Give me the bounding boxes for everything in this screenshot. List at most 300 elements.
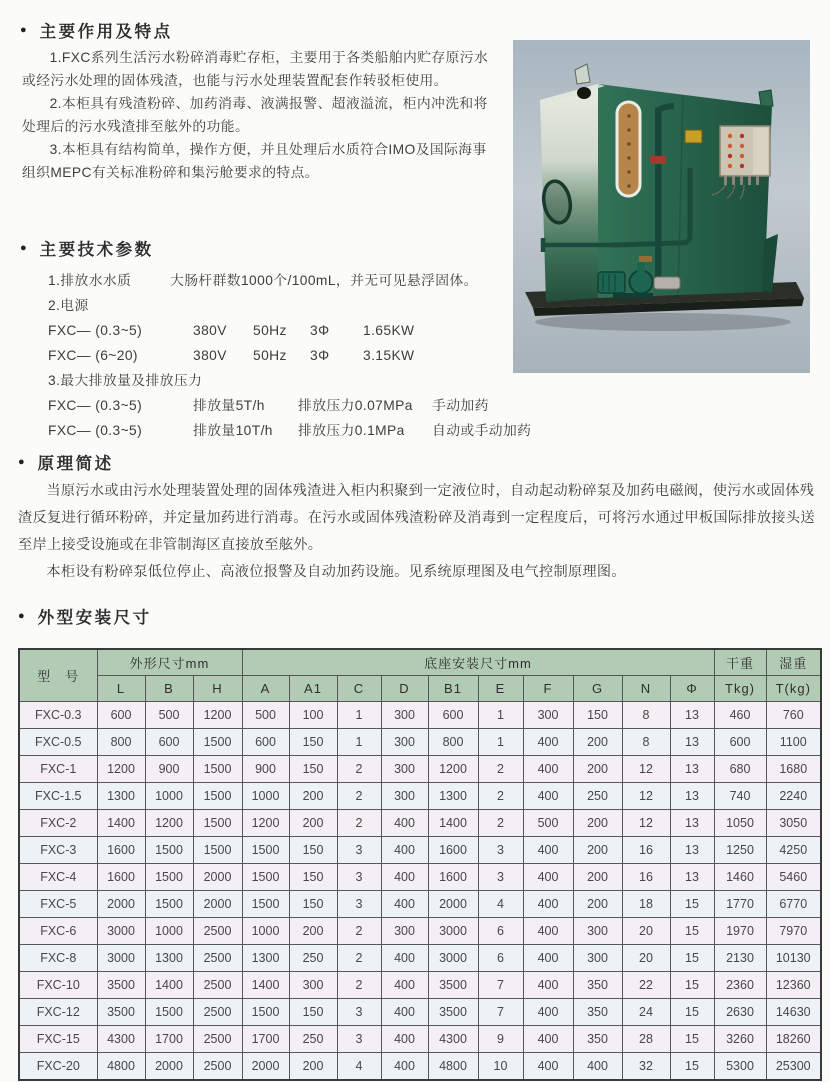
- subheader-cell: Φ: [670, 676, 714, 702]
- spec-frequency: 50Hz: [253, 348, 287, 363]
- table-cell: 24: [622, 999, 670, 1026]
- table-cell: 20: [622, 918, 670, 945]
- dimension-table: [18, 648, 822, 1081]
- model-cell: FXC-3: [19, 837, 97, 864]
- table-cell: 2500: [193, 999, 242, 1026]
- table-cell: 3000: [428, 945, 478, 972]
- vent-knob: [577, 87, 591, 99]
- table-cell: 13: [670, 756, 714, 783]
- table-cell: 7: [478, 999, 523, 1026]
- model-cell: FXC-2: [19, 810, 97, 837]
- table-cell: 3: [337, 999, 381, 1026]
- table-cell: 10: [478, 1053, 523, 1081]
- feature-paragraph: 2.本柜具有残渣粉碎、加药消毒、液满报警、超液溢流，柜内冲洗和将处理后的污水残渣排至舷外的功能。: [22, 96, 488, 134]
- table-cell: 7970: [766, 918, 821, 945]
- table-cell: 13: [670, 783, 714, 810]
- table-cell: 200: [289, 810, 337, 837]
- table-cell: 1700: [242, 1026, 289, 1053]
- section-heading-principle: [18, 450, 114, 474]
- table-cell: 3: [478, 864, 523, 891]
- model-cell: FXC-12: [19, 999, 97, 1026]
- table-cell: 1200: [145, 810, 193, 837]
- table-cell: 15: [670, 1026, 714, 1053]
- table-cell: 400: [381, 972, 428, 999]
- spec-dosing: 自动或手动加药: [432, 423, 532, 438]
- table-cell: 200: [573, 756, 622, 783]
- table-cell: 400: [381, 1026, 428, 1053]
- table-cell: 400: [523, 837, 573, 864]
- table-cell: 1400: [428, 810, 478, 837]
- table-cell: 18260: [766, 1026, 821, 1053]
- table-row: [19, 945, 821, 972]
- table-cell: 4800: [428, 1053, 478, 1081]
- model-cell: FXC-15: [19, 1026, 97, 1053]
- subheader-cell: A1: [289, 676, 337, 702]
- table-row: [19, 837, 821, 864]
- table-cell: 6: [478, 918, 523, 945]
- table-cell: 740: [714, 783, 766, 810]
- table-cell: 1200: [193, 702, 242, 729]
- power-spec-row: [48, 343, 588, 368]
- table-cell: 400: [523, 972, 573, 999]
- table-row: [19, 729, 821, 756]
- model-cell: FXC-10: [19, 972, 97, 999]
- table-cell: 150: [573, 702, 622, 729]
- table-cell: 400: [381, 945, 428, 972]
- model-cell: FXC-1.5: [19, 783, 97, 810]
- table-cell: 2500: [193, 1026, 242, 1053]
- table-cell: 2000: [193, 864, 242, 891]
- section-heading-dimensions: [18, 604, 152, 628]
- table-cell: 1770: [714, 891, 766, 918]
- table-row: [19, 918, 821, 945]
- table-cell: 2: [337, 972, 381, 999]
- table-cell: 400: [523, 1026, 573, 1053]
- table-cell: 250: [289, 1026, 337, 1053]
- table-cell: 1250: [714, 837, 766, 864]
- table-cell: 500: [242, 702, 289, 729]
- table-cell: 12: [622, 810, 670, 837]
- power-supply-label: 2.电源: [48, 298, 89, 313]
- table-cell: 2: [337, 810, 381, 837]
- subheader-cell: B1: [428, 676, 478, 702]
- table-cell: 1400: [242, 972, 289, 999]
- table-cell: 9: [478, 1026, 523, 1053]
- table-cell: 400: [381, 864, 428, 891]
- table-cell: 13: [670, 729, 714, 756]
- table-cell: 1600: [428, 837, 478, 864]
- table-cell: 5300: [714, 1053, 766, 1081]
- table-row: [19, 864, 821, 891]
- table-cell: 1500: [242, 891, 289, 918]
- table-cell: 400: [381, 1053, 428, 1081]
- table-cell: 1200: [242, 810, 289, 837]
- discharge-label: 3.最大排放量及排放压力: [48, 373, 203, 388]
- table-cell: 1500: [145, 891, 193, 918]
- table-row: [19, 891, 821, 918]
- table-cell: 2130: [714, 945, 766, 972]
- table-cell: 1500: [242, 999, 289, 1026]
- table-cell: 350: [573, 972, 622, 999]
- subheader-cell: N: [622, 676, 670, 702]
- subheader-cell: H: [193, 676, 242, 702]
- table-cell: 150: [289, 756, 337, 783]
- table-cell: 400: [381, 891, 428, 918]
- table-cell: 600: [242, 729, 289, 756]
- vertical-pipe: [655, 108, 662, 286]
- spec-model: FXC— (0.3~5): [48, 323, 143, 338]
- header-outer-dims: 外形尺寸mm: [97, 649, 242, 676]
- table-cell: 2: [478, 756, 523, 783]
- table-cell: 15: [670, 1053, 714, 1081]
- table-cell: 1700: [145, 1026, 193, 1053]
- subheader-cell: E: [478, 676, 523, 702]
- table-cell: 400: [523, 999, 573, 1026]
- table-cell: 15: [670, 999, 714, 1026]
- model-cell: FXC-20: [19, 1053, 97, 1081]
- table-cell: 1300: [428, 783, 478, 810]
- table-cell: 1500: [145, 864, 193, 891]
- table-cell: 1500: [193, 756, 242, 783]
- table-cell: 300: [573, 918, 622, 945]
- table-cell: 28: [622, 1026, 670, 1053]
- table-cell: 1000: [145, 783, 193, 810]
- table-cell: 200: [573, 810, 622, 837]
- power-spec-row: [48, 318, 588, 343]
- table-cell: 1500: [193, 783, 242, 810]
- subheader-cell: B: [145, 676, 193, 702]
- spec-phase: 3Φ: [310, 323, 330, 338]
- table-cell: 3500: [428, 972, 478, 999]
- table-cell: 150: [289, 729, 337, 756]
- table-cell: 2630: [714, 999, 766, 1026]
- table-cell: 4300: [428, 1026, 478, 1053]
- power-spec-rows: [48, 318, 588, 368]
- table-cell: 1100: [766, 729, 821, 756]
- model-cell: FXC-8: [19, 945, 97, 972]
- spec-voltage: 380V: [193, 323, 227, 338]
- table-cell: 150: [289, 999, 337, 1026]
- tech-parameter-list: [48, 268, 588, 443]
- table-cell: 1460: [714, 864, 766, 891]
- table-cell: 1: [337, 702, 381, 729]
- table-cell: 800: [97, 729, 145, 756]
- table-cell: 1200: [97, 756, 145, 783]
- table-cell: 400: [523, 918, 573, 945]
- header-model: 型 号: [19, 649, 97, 702]
- table-cell: 200: [573, 729, 622, 756]
- table-cell: 3500: [97, 972, 145, 999]
- spec-phase: 3Φ: [310, 348, 330, 363]
- table-cell: 2000: [428, 891, 478, 918]
- table-cell: 1600: [428, 864, 478, 891]
- table-cell: 7: [478, 972, 523, 999]
- subheader-cell: L: [97, 676, 145, 702]
- nameplate-label: [685, 130, 702, 143]
- table-cell: 8: [622, 702, 670, 729]
- table-cell: 760: [766, 702, 821, 729]
- table-cell: 3260: [714, 1026, 766, 1053]
- table-cell: 300: [381, 729, 428, 756]
- spec-model: FXC— (6~20): [48, 348, 138, 363]
- table-cell: 5460: [766, 864, 821, 891]
- table-row: [19, 783, 821, 810]
- spec-model: FXC— (0.3~5): [48, 398, 143, 413]
- table-cell: 3500: [428, 999, 478, 1026]
- principle-paragraph: 本柜设有粉碎泵低位停止、高液位报警及自动加药设施。见系统原理图及电气控制原理图。: [46, 564, 626, 580]
- table-cell: 400: [523, 756, 573, 783]
- feature-paragraph: 1.FXC系列生活污水粉碎消毒贮存柜，主要用于各类船舶内贮存原污水或经污水处理的固体残渣，也能与污水处理装置配套作转驳柜使用。: [22, 50, 489, 88]
- table-cell: 350: [573, 1026, 622, 1053]
- table-cell: 150: [289, 864, 337, 891]
- table-cell: 4300: [97, 1026, 145, 1053]
- table-cell: 200: [573, 837, 622, 864]
- table-cell: 1500: [242, 837, 289, 864]
- table-cell: 1600: [97, 864, 145, 891]
- features-paragraphs: [22, 46, 494, 184]
- table-cell: 2000: [242, 1053, 289, 1081]
- table-cell: 1000: [145, 918, 193, 945]
- table-cell: 1970: [714, 918, 766, 945]
- section-heading-features: [20, 18, 173, 42]
- table-cell: 2: [478, 810, 523, 837]
- discharge-spec-row: [48, 418, 588, 443]
- table-cell: 12: [622, 756, 670, 783]
- table-cell: 2500: [193, 1053, 242, 1081]
- table-cell: 3: [337, 1026, 381, 1053]
- table-cell: 3: [478, 837, 523, 864]
- table-row: [19, 810, 821, 837]
- table-cell: 300: [381, 756, 428, 783]
- table-cell: 400: [523, 945, 573, 972]
- dimensions-heading: 外型安装尺寸: [37, 609, 152, 627]
- table-cell: 1500: [193, 729, 242, 756]
- table-cell: 900: [145, 756, 193, 783]
- table-cell: 400: [573, 1053, 622, 1081]
- table-cell: 1400: [97, 810, 145, 837]
- table-cell: 680: [714, 756, 766, 783]
- table-cell: 25300: [766, 1053, 821, 1081]
- table-cell: 14630: [766, 999, 821, 1026]
- spec-pressure: 排放压力0.07MPa: [298, 398, 413, 413]
- table-cell: 2500: [193, 945, 242, 972]
- model-cell: FXC-5: [19, 891, 97, 918]
- lifting-lug-right: [759, 90, 773, 106]
- table-cell: 1300: [97, 783, 145, 810]
- subheader-cell: F: [523, 676, 573, 702]
- bullet-icon: ●: [20, 23, 27, 36]
- model-cell: FXC-6: [19, 918, 97, 945]
- water-quality-value: 大肠杆群数1000个/100mL，并无可见悬浮固体。: [170, 273, 478, 288]
- table-cell: 250: [573, 783, 622, 810]
- table-cell: 2: [337, 756, 381, 783]
- table-cell: 1200: [428, 756, 478, 783]
- brass-valve: [639, 256, 652, 262]
- table-row: [19, 756, 821, 783]
- table-cell: 1500: [193, 837, 242, 864]
- table-cell: 13: [670, 837, 714, 864]
- table-cell: 460: [714, 702, 766, 729]
- table-cell: 400: [523, 783, 573, 810]
- table-cell: 2: [337, 945, 381, 972]
- table-cell: 400: [523, 1053, 573, 1081]
- header-dry-weight: 干重: [714, 649, 766, 676]
- table-cell: 150: [289, 891, 337, 918]
- tech-heading: 主要技术参数: [39, 241, 154, 259]
- table-cell: 20: [622, 945, 670, 972]
- table-cell: 600: [145, 729, 193, 756]
- table-cell: 300: [523, 702, 573, 729]
- spec-frequency: 50Hz: [253, 323, 287, 338]
- table-cell: 300: [381, 918, 428, 945]
- table-cell: 3: [337, 891, 381, 918]
- principle-paragraphs: [18, 478, 816, 586]
- table-cell: 22: [622, 972, 670, 999]
- table-cell: 8: [622, 729, 670, 756]
- table-cell: 32: [622, 1053, 670, 1081]
- table-cell: 6: [478, 945, 523, 972]
- table-cell: 2000: [193, 891, 242, 918]
- table-cell: 1000: [242, 783, 289, 810]
- spec-dosing: 手动加药: [432, 398, 489, 413]
- table-cell: 350: [573, 999, 622, 1026]
- table-cell: 13: [670, 810, 714, 837]
- table-cell: 3000: [97, 945, 145, 972]
- table-cell: 15: [670, 918, 714, 945]
- table-cell: 3: [337, 837, 381, 864]
- table-cell: 250: [289, 945, 337, 972]
- table-row: [19, 1053, 821, 1081]
- table-cell: 1500: [145, 999, 193, 1026]
- table-cell: 200: [573, 864, 622, 891]
- table-cell: 1050: [714, 810, 766, 837]
- table-cell: 3000: [97, 918, 145, 945]
- subheader-cell: Tkg): [714, 676, 766, 702]
- table-cell: 4: [478, 891, 523, 918]
- table-cell: 900: [242, 756, 289, 783]
- table-cell: 1400: [145, 972, 193, 999]
- table-cell: 18: [622, 891, 670, 918]
- table-cell: 1: [337, 729, 381, 756]
- table-cell: 600: [428, 702, 478, 729]
- bullet-icon: ●: [18, 609, 25, 622]
- table-cell: 12: [622, 783, 670, 810]
- table-cell: 300: [381, 783, 428, 810]
- table-cell: 400: [523, 891, 573, 918]
- table-cell: 2000: [97, 891, 145, 918]
- table-cell: 800: [428, 729, 478, 756]
- model-cell: FXC-4: [19, 864, 97, 891]
- discharge-spec-rows: [48, 393, 588, 443]
- table-cell: 200: [289, 1053, 337, 1081]
- bullet-icon: ●: [20, 241, 27, 254]
- spec-power: 1.65KW: [363, 323, 415, 338]
- table-cell: 300: [381, 702, 428, 729]
- spec-rate: 排放量5T/h: [193, 398, 265, 413]
- model-cell: FXC-0.3: [19, 702, 97, 729]
- table-cell: 4800: [97, 1053, 145, 1081]
- table-cell: 400: [523, 729, 573, 756]
- table-cell: 1: [478, 702, 523, 729]
- table-cell: 2000: [145, 1053, 193, 1081]
- subheader-cell: D: [381, 676, 428, 702]
- table-cell: 2500: [193, 918, 242, 945]
- header-wet-weight: 湿重: [766, 649, 821, 676]
- discharge-spec-row: [48, 393, 588, 418]
- table-cell: 3: [337, 864, 381, 891]
- table-cell: 200: [289, 918, 337, 945]
- section-heading-tech: [20, 236, 154, 260]
- table-cell: 3050: [766, 810, 821, 837]
- water-quality-label: 1.排放水水质: [48, 273, 132, 288]
- table-cell: 4: [337, 1053, 381, 1081]
- table-cell: 300: [573, 945, 622, 972]
- spec-model: FXC— (0.3~5): [48, 423, 143, 438]
- table-subheader-row: [19, 676, 821, 702]
- table-cell: 400: [381, 810, 428, 837]
- table-cell: 1500: [145, 837, 193, 864]
- spec-pressure: 排放压力0.1MPa: [298, 423, 405, 438]
- feature-paragraph: 3.本柜具有结构简单，操作方便，并且处理后水质符合IMO及国际海事组织MEPC有关标准粉碎和集污舱要求的特点。: [22, 142, 487, 180]
- table-cell: 1500: [193, 810, 242, 837]
- table-cell: 500: [145, 702, 193, 729]
- table-cell: 1500: [242, 864, 289, 891]
- table-cell: 1300: [145, 945, 193, 972]
- table-cell: 3000: [428, 918, 478, 945]
- spec-voltage: 380V: [193, 348, 227, 363]
- water-quality-line: [48, 268, 588, 293]
- table-cell: 1000: [242, 918, 289, 945]
- table-cell: 500: [523, 810, 573, 837]
- table-cell: 4250: [766, 837, 821, 864]
- table-cell: 2240: [766, 783, 821, 810]
- features-heading: 主要作用及特点: [39, 23, 173, 41]
- table-cell: 2360: [714, 972, 766, 999]
- header-base-dims: 底座安装尺寸mm: [242, 649, 714, 676]
- table-cell: 13: [670, 864, 714, 891]
- table-cell: 15: [670, 972, 714, 999]
- subheader-cell: G: [573, 676, 622, 702]
- spec-power: 3.15KW: [363, 348, 415, 363]
- table-cell: 15: [670, 891, 714, 918]
- table-row: [19, 972, 821, 999]
- table-cell: 1: [478, 729, 523, 756]
- pipe-valve-red: [650, 156, 666, 164]
- table-cell: 2: [337, 918, 381, 945]
- table-cell: 600: [97, 702, 145, 729]
- table-cell: 15: [670, 945, 714, 972]
- table-cell: 400: [381, 999, 428, 1026]
- table-cell: 400: [381, 837, 428, 864]
- table-cell: 300: [289, 972, 337, 999]
- table-cell: 16: [622, 837, 670, 864]
- table-cell: 200: [573, 891, 622, 918]
- table-cell: 10130: [766, 945, 821, 972]
- table-cell: 100: [289, 702, 337, 729]
- table-cell: 150: [289, 837, 337, 864]
- subheader-cell: C: [337, 676, 381, 702]
- table-cell: 200: [289, 783, 337, 810]
- principle-heading: 原理简述: [37, 455, 114, 473]
- model-cell: FXC-1: [19, 756, 97, 783]
- table-cell: 600: [714, 729, 766, 756]
- table-row: [19, 702, 821, 729]
- table-cell: 1300: [242, 945, 289, 972]
- model-cell: FXC-0.5: [19, 729, 97, 756]
- table-cell: 3500: [97, 999, 145, 1026]
- table-row: [19, 999, 821, 1026]
- table-cell: 6770: [766, 891, 821, 918]
